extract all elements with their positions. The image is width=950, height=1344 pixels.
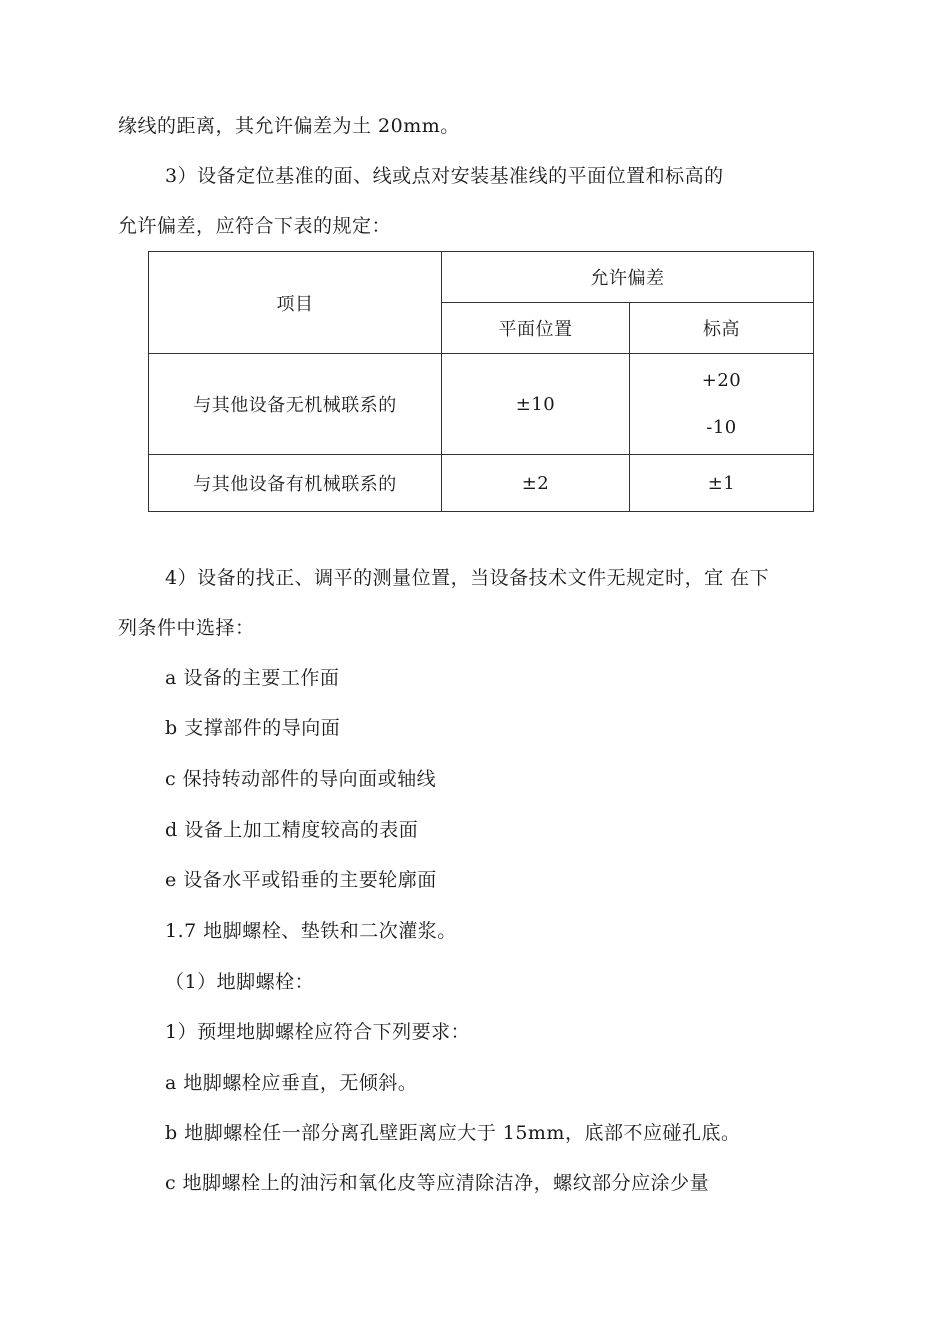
header-plane-cell: 平面位置 xyxy=(442,303,630,354)
header-elevation-cell: 标高 xyxy=(630,303,814,354)
requirement-b: b 地脚螺栓任一部分离孔壁距离应大于 15mm，底部不应碰孔底。 xyxy=(165,1122,741,1144)
list-item-e: e 设备水平或铅垂的主要轮廓面 xyxy=(165,869,437,891)
requirement-c: c 地脚螺栓上的油污和氧化皮等应清除洁净，螺纹部分应涂少量 xyxy=(165,1172,710,1194)
header-item-cell: 项目 xyxy=(149,252,442,354)
section-heading: 1.7 地脚螺栓、垫铁和二次灌浆。 xyxy=(165,920,457,942)
subsection-heading: （1）地脚螺栓： xyxy=(165,971,315,993)
row1-item-cell: 与其他设备无机械联系的 xyxy=(149,354,442,455)
header-tolerance-cell: 允许偏差 xyxy=(442,252,814,303)
paragraph-5: 列条件中选择： xyxy=(118,617,255,639)
row2-item-cell: 与其他设备有机械联系的 xyxy=(149,455,442,512)
list-item-a: a 设备的主要工作面 xyxy=(165,667,340,689)
row2-elevation-cell: ±1 xyxy=(630,455,814,512)
row1-elevation-upper: +20 xyxy=(701,370,742,391)
list-item-d: d 设备上加工精度较高的表面 xyxy=(165,819,419,841)
paragraph-2: 3）设备定位基准的面、线或点对安装基准线的平面位置和标高的 xyxy=(165,165,724,187)
tolerance-table xyxy=(148,251,814,512)
paragraph-3: 允许偏差，应符合下表的规定： xyxy=(118,215,392,237)
paragraph-4: 4）设备的找正、调平的测量位置，当设备技术文件无规定时，宜 在下 xyxy=(165,567,770,589)
paragraph-1: 缘线的距离，其允许偏差为土 20mm。 xyxy=(118,115,460,137)
row2-plane-cell: ±2 xyxy=(442,455,630,512)
list-item-c: c 保持转动部件的导向面或轴线 xyxy=(165,768,437,790)
row1-elevation-cell xyxy=(630,354,814,455)
paragraph-13: 1）预埋地脚螺栓应符合下列要求： xyxy=(165,1021,471,1043)
row1-plane-cell: ±10 xyxy=(442,354,630,455)
list-item-b: b 支撑部件的导向面 xyxy=(165,717,341,739)
row1-elevation-lower: -10 xyxy=(706,417,737,438)
requirement-a: a 地脚螺栓应垂直，无倾斜。 xyxy=(165,1072,418,1094)
